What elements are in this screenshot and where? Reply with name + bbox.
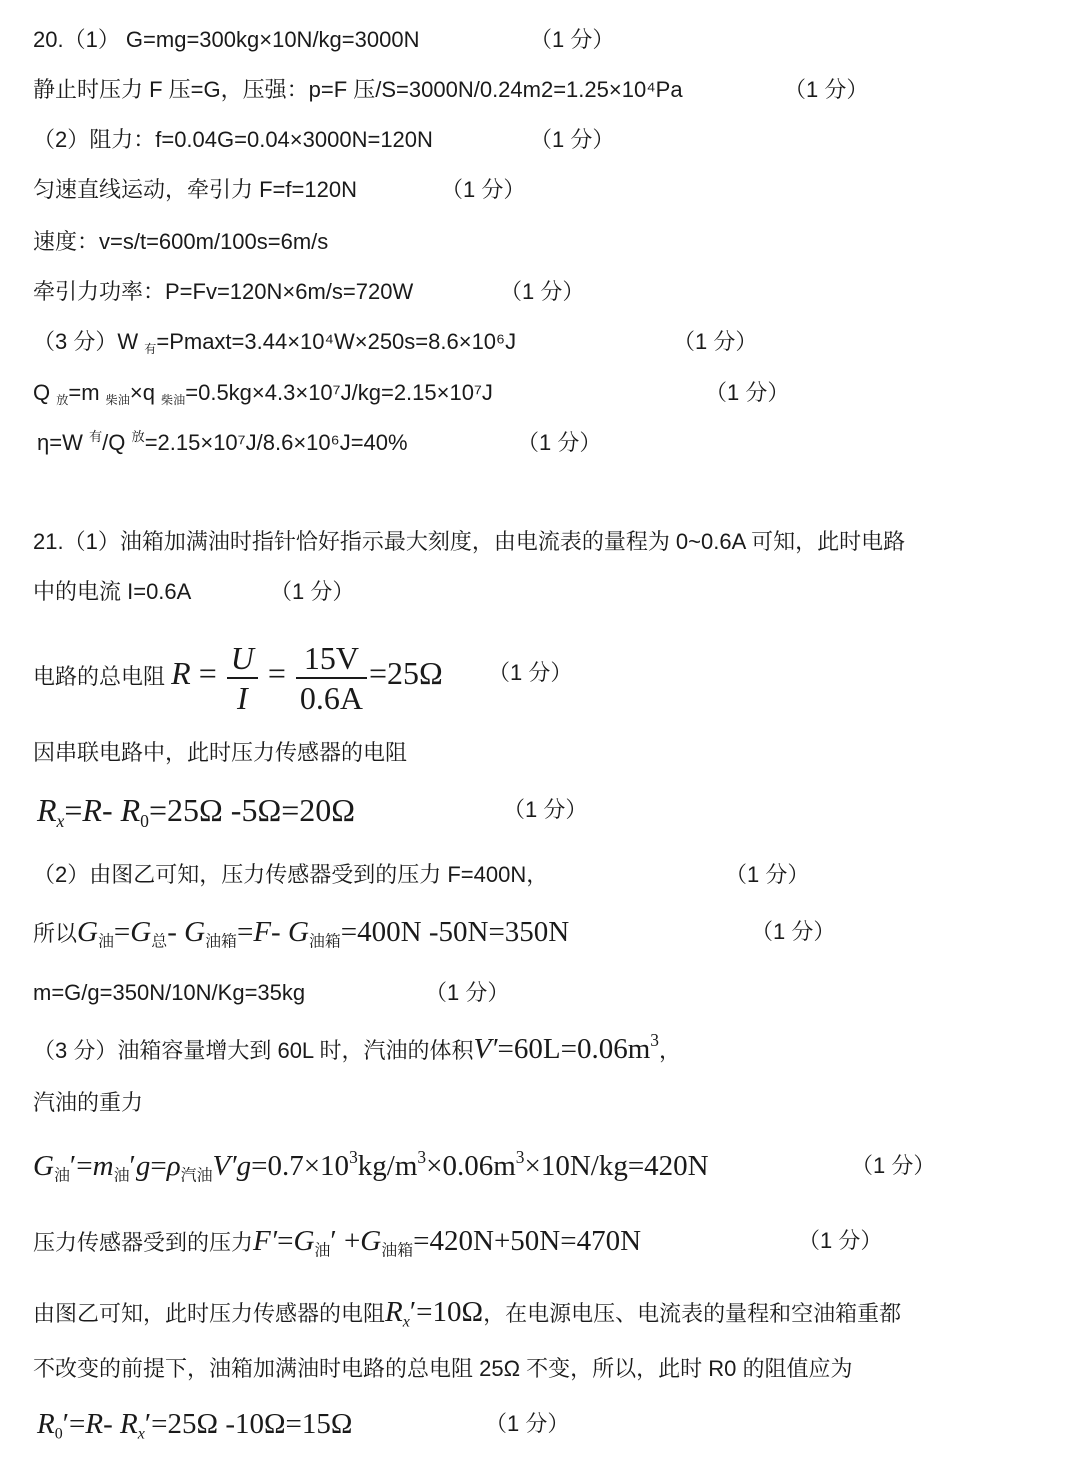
q21-line-6 (33, 860, 810, 890)
score-mark: （1 分） (725, 862, 810, 887)
math-var: F (253, 916, 272, 948)
q20-line-4 (33, 175, 526, 205)
fraction-den: 0.6A (299, 680, 363, 717)
math-var: G (287, 916, 309, 948)
math-op: - (103, 1408, 121, 1440)
subscript: 柴油 (105, 393, 130, 408)
q21-line-14-text: 不改变的前提下，油箱加满油时电路的总电阻 25Ω 不变，所以，此时 R0 的阻值应为 (33, 1356, 853, 1381)
math-op: - (101, 792, 121, 828)
math-result: =60L=0.06m (497, 1033, 651, 1065)
q21-line-5 (37, 790, 588, 832)
q21-line-12 (33, 1223, 883, 1261)
q21-line-4-text: 因串联电路中，此时压力传感器的电阻 (33, 740, 408, 765)
math-result: =400N -50N=350N (340, 916, 570, 948)
q21-line-2-text: 中的电流 I=0.6A (33, 579, 192, 604)
math-op: - (271, 916, 288, 948)
subscript: 总 (151, 931, 168, 951)
q21-line-1-text: 21.（1）油箱加满油时指针恰好指示最大刻度，由电流表的量程为 0~0.6A 可知，此时电路 (33, 529, 906, 554)
q20-line-8 (33, 378, 790, 408)
fraction-num: 15V (296, 639, 367, 679)
q20-line-2-text: 静止时压力 F 压=G，压强：p=F 压/S=3000N/0.24m2=1.25×10⁴Pa (33, 77, 683, 102)
q20-line-8-d: =0.5kg×4.3×10⁷J/kg=2.15×10⁷J (185, 380, 493, 405)
q21-line-10-text: 汽油的重力 (33, 1090, 144, 1115)
math-var: G (77, 916, 98, 948)
subscript: x (56, 811, 65, 832)
subscript: 油 (314, 1240, 331, 1260)
score-mark: （1 分） (488, 660, 573, 685)
math-op: = (259, 655, 294, 691)
q21-line-14 (33, 1354, 853, 1384)
q21-line-13-a: 由图乙可知，此时压力传感器的电阻 (33, 1301, 386, 1326)
math-result: ×10N/kg=420N (524, 1150, 709, 1182)
q20-line-7 (33, 327, 758, 357)
subscript: 有 (144, 342, 157, 357)
q21-line-13 (33, 1294, 901, 1332)
math-value: ×0.06m (426, 1150, 516, 1182)
q21-line-10 (33, 1088, 143, 1118)
subscript: 放 (56, 393, 69, 408)
q20-line-7-b: =Pmaxt=3.44×10⁴W×250s=8.6×10⁶J (156, 329, 517, 354)
math-var: G (130, 916, 152, 948)
subscript: 柴油 (161, 393, 186, 408)
q21-line-9-label: （3 分）油箱容量增大到 60L 时，汽油的体积 (33, 1038, 474, 1063)
math-var: g (135, 1150, 151, 1182)
superscript: 放 (131, 428, 145, 444)
math-op: = (277, 1225, 294, 1257)
math-op: = (190, 655, 225, 691)
q20-line-1-text: 20.（1） G=mg=300kg×10N/kg=3000N (33, 27, 420, 52)
q20-line-9-c: =2.15×10⁷J/8.6×10⁶J=40% (144, 430, 408, 455)
math-var: V′ (473, 1033, 498, 1065)
math-op: ′= (62, 1408, 86, 1440)
q20-line-2 (33, 75, 869, 105)
math-var: R (37, 792, 57, 828)
math-op: = (236, 916, 254, 948)
math-var: G (293, 1225, 315, 1257)
q20-line-9 (37, 428, 602, 458)
score-mark: （1 分） (798, 1228, 883, 1253)
score-mark: （1 分） (517, 430, 602, 455)
math-result: ′=25Ω -10Ω=15Ω (144, 1408, 353, 1440)
math-var: G (33, 1150, 54, 1182)
q21-line-8-text: m=G/g=350N/10N/Kg=35kg (33, 980, 306, 1005)
q20-line-5 (33, 227, 328, 257)
q20-line-6 (33, 277, 585, 307)
math-value: kg/m (357, 1150, 418, 1182)
math-op: = (64, 792, 83, 828)
subscript: 油箱 (308, 931, 341, 951)
q21-line-1 (33, 527, 905, 557)
subscript: 0 (140, 811, 149, 832)
math-var: G (360, 1225, 382, 1257)
q21-line-9 (33, 1031, 681, 1069)
math-var: R (120, 1408, 138, 1440)
score-mark: （1 分） (530, 27, 615, 52)
score-mark: （1 分） (270, 579, 355, 604)
subscript: 油 (113, 1165, 130, 1185)
q21-line-3-label: 电路的总电阻 (33, 664, 166, 689)
subscript: 油箱 (381, 1240, 414, 1260)
math-result: =25Ω (369, 655, 443, 691)
score-mark: （1 分） (503, 797, 588, 822)
math-var: ρ (166, 1150, 181, 1182)
q20-line-3-text: （2）阻力：f=0.04G=0.04×3000N=120N (33, 127, 433, 152)
q21-line-4 (33, 738, 407, 768)
math-var: m (92, 1150, 114, 1182)
fraction-num: U (227, 639, 258, 679)
score-mark: （1 分） (784, 77, 869, 102)
q21-line-12-label: 压力传感器受到的压力 (33, 1230, 254, 1255)
math-var: G (184, 916, 206, 948)
math-result: =25Ω -5Ω=20Ω (148, 792, 356, 828)
subscript: 汽油 (180, 1165, 213, 1185)
superscript: 3 (650, 1029, 659, 1050)
math-var: F′ (253, 1225, 278, 1257)
math-var: R (82, 792, 102, 828)
q20-line-6-text: 牵引力功率：P=Fv=120N×6m/s=720W (33, 279, 414, 304)
score-mark: （1 分） (500, 279, 585, 304)
math-var: R (385, 1296, 403, 1328)
math-op: ′= (69, 1150, 93, 1182)
score-mark: （1 分） (705, 380, 790, 405)
q20-line-9-a: η=W (37, 430, 89, 455)
math-var: R (120, 792, 141, 828)
q21-line-7-label: 所以 (33, 921, 78, 946)
score-mark: （1 分） (751, 919, 836, 944)
q20-line-9-b: /Q (102, 430, 132, 455)
math-op: ′ (129, 1150, 136, 1182)
q21-line-7 (33, 914, 836, 952)
score-mark: （1 分） (530, 127, 615, 152)
math-var: R (37, 1408, 55, 1440)
score-mark: （1 分） (673, 329, 758, 354)
superscript: 有 (88, 428, 103, 444)
q20-line-8-b: =m (68, 380, 106, 405)
superscript: 3 (515, 1146, 525, 1167)
q20-line-7-a: （3 分）W (33, 329, 145, 354)
subscript: 油箱 (205, 931, 237, 951)
q20-line-1 (33, 25, 615, 55)
q21-line-13-c: ，在电源电压、电流表的量程和空油箱重都 (483, 1301, 902, 1326)
q20-line-5-text: 速度：v=s/t=600m/100s=6m/s (33, 229, 329, 254)
fraction-values (296, 639, 367, 717)
superscript: 3 (417, 1146, 427, 1167)
math-result: =420N+50N=470N (413, 1225, 642, 1257)
q21-line-3 (33, 634, 573, 717)
math-value: =0.7×10 (251, 1150, 350, 1182)
score-mark: （1 分） (485, 1411, 570, 1436)
score-mark: （1 分） (851, 1153, 936, 1178)
q20-line-8-a: Q (33, 380, 57, 405)
subscript: x (137, 1425, 145, 1443)
punctuation: ， (658, 1038, 681, 1063)
math-var: R (171, 655, 191, 691)
q21-line-8 (33, 978, 510, 1008)
q20-line-3 (33, 125, 615, 155)
subscript: 油 (53, 1165, 70, 1185)
q20-line-4-text: 匀速直线运动，牵引力 F=f=120N (33, 177, 357, 202)
math-var: R (85, 1408, 104, 1440)
fraction-den: I (236, 680, 248, 717)
score-mark: （1 分） (425, 980, 510, 1005)
math-op: = (113, 916, 131, 948)
q21-line-11 (33, 1146, 936, 1186)
fraction-u-over-i (227, 639, 258, 717)
subscript: 油 (97, 931, 114, 951)
q20-line-8-c: ×q (129, 380, 162, 405)
math-op: - (167, 916, 185, 948)
q21-line-6-text: （2）由图乙可知，压力传感器受到的压力 F=400N， (33, 862, 549, 887)
subscript: x (402, 1313, 410, 1331)
math-result: ′=10Ω (409, 1296, 484, 1328)
math-var: V′g (212, 1150, 252, 1182)
math-op: ′ + (330, 1225, 361, 1257)
superscript: 3 (349, 1146, 358, 1167)
q21-line-2 (33, 577, 355, 607)
q21-line-15 (37, 1404, 570, 1444)
score-mark: （1 分） (441, 177, 526, 202)
math-op: = (150, 1150, 167, 1182)
subscript: 0 (54, 1425, 63, 1443)
